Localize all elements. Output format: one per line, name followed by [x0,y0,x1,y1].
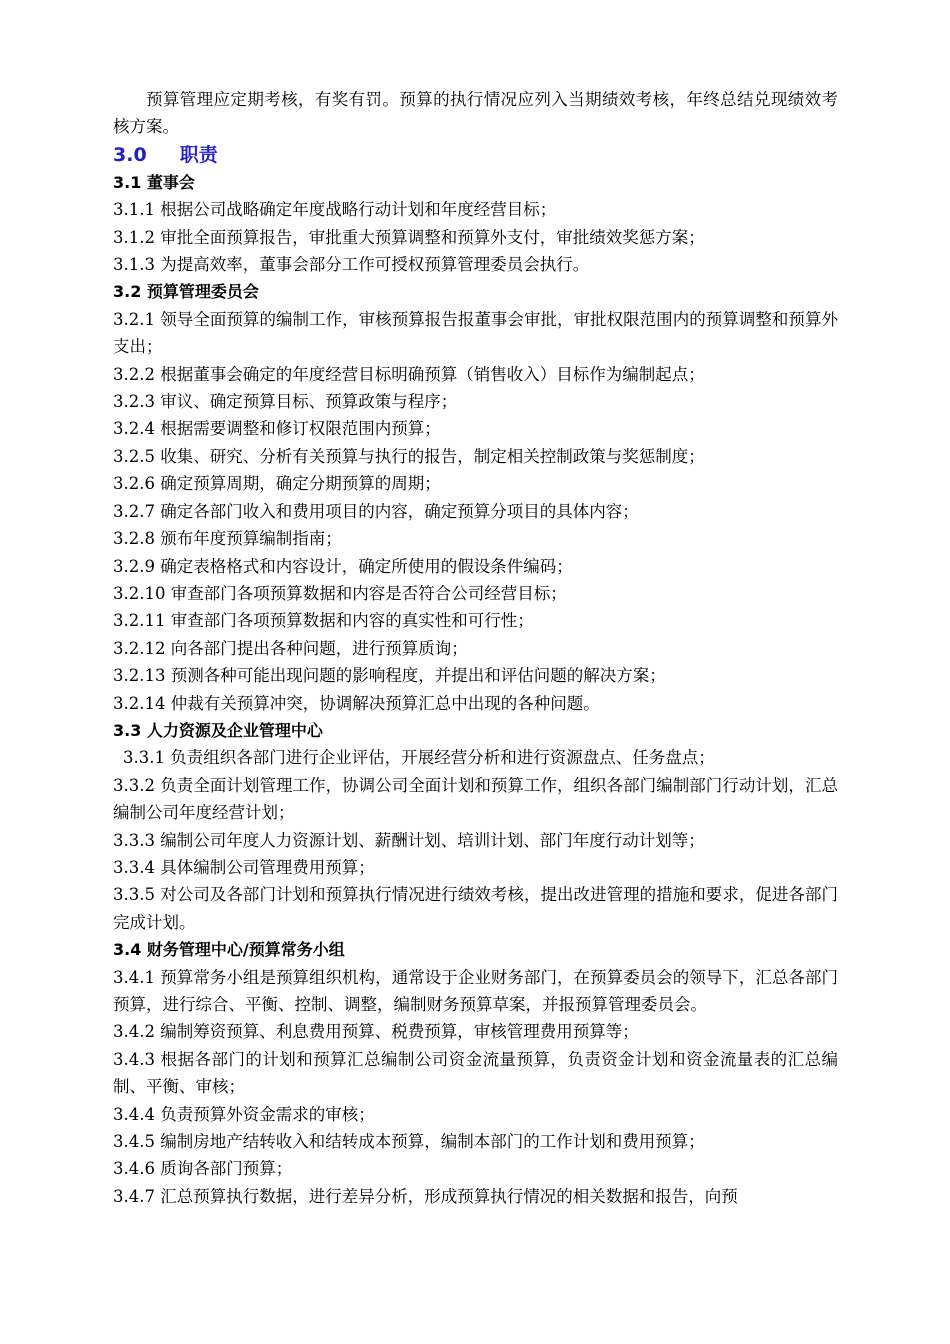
list-item: 3.1.1 根据公司战略确定年度战略行动计划和年度经营目标； [113,200,557,220]
list-item: 3.2.10 审查部门各项预算数据和内容是否符合公司经营目标； [113,583,567,603]
list-item: 3.4.3 根据各部门的计划和预算汇总编制公司资金流量预算，负责资金计划和资金流量表的汇总编制、平衡、审核； [113,1049,838,1097]
subsection-board [113,169,838,279]
document-page [113,86,838,1210]
subsection-heading: 3.2 预算管理委员会 [113,282,259,302]
list-item: 3.1.2 审批全面预算报告，审批重大预算调整和预算外支付，审批绩效奖惩方案； [113,227,705,247]
list-item: 3.2.2 根据董事会确定的年度经营目标明确预算（销售收入）目标作为编制起点； [113,364,705,384]
subsection-heading: 3.1 董事会 [113,172,195,192]
list-item: 3.2.12 向各部门提出各种问题，进行预算质询； [113,638,468,658]
list-item: 3.2.9 确定表格格式和内容设计，确定所使用的假设条件编码； [113,556,573,576]
list-item: 3.4.2 编制筹资预算、利息费用预算、税费预算，审核管理费用预算等； [113,1022,639,1042]
list-item: 3.2.6 确定预算周期，确定分期预算的周期； [113,474,441,494]
subsection-heading: 3.4 财务管理中心/预算常务小组 [113,940,345,960]
list-item: 3.2.5 收集、研究、分析有关预算与执行的报告，制定相关控制政策与奖惩制度； [113,446,705,466]
list-item: 3.2.11 审查部门各项预算数据和内容的真实性和可行性； [113,611,534,631]
list-item: 3.2.13 预测各种可能出现问题的影响程度，并提出和评估问题的解决方案； [113,666,666,686]
list-item: 3.2.4 根据需要调整和修订权限范围内预算； [113,419,441,439]
subsection-heading: 3.3 人力资源及企业管理中心 [113,720,323,740]
list-item: 3.4.7 汇总预算执行数据，进行差异分析，形成预算执行情况的相关数据和报告，向预 [113,1186,738,1206]
subsection-hr-center [113,717,838,936]
list-item: 3.4.1 预算常务小组是预算组织机构，通常设于企业财务部门，在预算委员会的领导下，汇总各部门预算，进行综合、平衡、控制、调整，编制财务预算草案，并报预算管理委员会。 [113,967,838,1014]
list-item: 3.2.1 领导全面预算的编制工作，审核预算报告报董事会审批，审批权限范围内的预算调整和预算外支出； [113,309,838,357]
list-item: 3.3.2 负责全面计划管理工作，协调公司全面计划和预算工作，组织各部门编制部门行动计划，汇总编制公司年度经营计划； [113,775,838,823]
list-item: 3.1.3 为提高效率，董事会部分工作可授权预算管理委员会执行。 [113,255,590,275]
intro-paragraph: 预算管理应定期考核，有奖有罚。预算的执行情况应列入当期绩效考核，年终总结兑现绩效考核方案。 [113,90,838,137]
section-title: 职责 [179,143,218,166]
section-heading [113,141,838,169]
list-item: 3.3.1 负责组织各部门进行企业评估，开展经营分析和进行资源盘点、任务盘点； [123,748,715,768]
list-item: 3.3.3 编制公司年度人力资源计划、薪酬计划、培训计划、部门年度行动计划等； [113,830,705,850]
list-item: 3.2.8 颁布年度预算编制指南； [113,529,342,549]
list-item: 3.2.3 审议、确定预算目标、预算政策与程序； [113,392,458,412]
list-item: 3.4.5 编制房地产结转收入和结转成本预算，编制本部门的工作计划和费用预算； [113,1132,705,1152]
section-number: 3.0 [113,143,147,166]
list-item: 3.4.6 质询各部门预算； [113,1159,293,1179]
list-item: 3.3.4 具体编制公司管理费用预算； [113,857,375,877]
subsection-budget-committee [113,278,838,717]
list-item: 3.2.14 仲裁有关预算冲突，协调解决预算汇总中出现的各种问题。 [113,693,600,713]
list-item: 3.2.7 确定各部门收入和费用项目的内容，确定预算分项目的具体内容； [113,501,639,521]
subsection-finance-center [113,936,838,1210]
list-item: 3.4.4 负责预算外资金需求的审核； [113,1104,375,1124]
list-item: 3.3.5 对公司及各部门计划和预算执行情况进行绩效考核，提出改进管理的措施和要求，促进各部门完成计划。 [113,885,838,932]
